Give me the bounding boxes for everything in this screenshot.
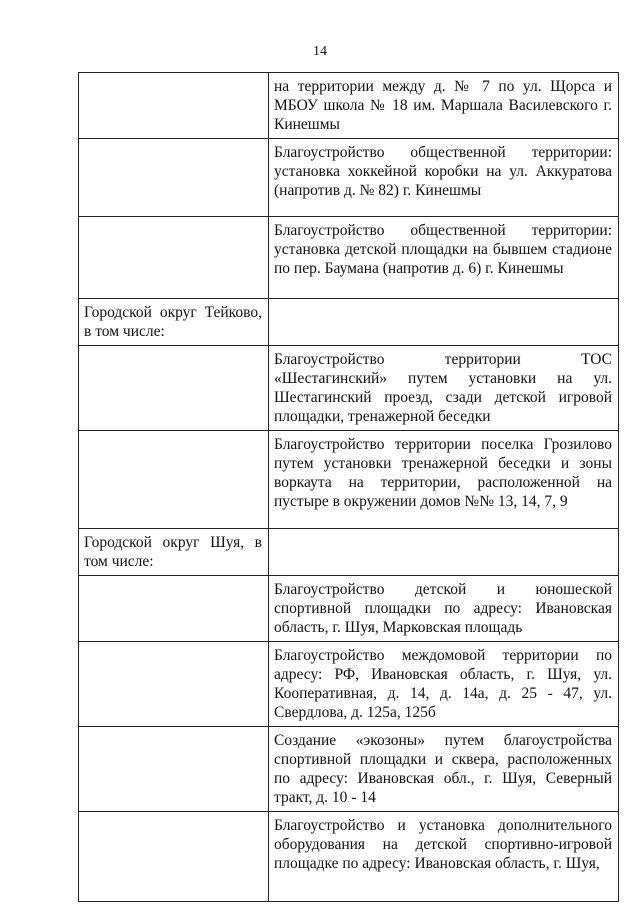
project-cell: на территории между д. № 7 по ул. Щорса и МБОУ школа № 18 им. Маршала Василевского г. Кинешмы xyxy=(269,73,619,139)
project-cell xyxy=(269,529,619,576)
project-cell: Благоустройство территории ТОС «Шестагинский» путем установки на ул. Шестагинский проезд, сзади детской игровой площадки, тренажерной беседки xyxy=(269,346,619,431)
project-cell: Благоустройство общественной территории: установка хоккейной коробки на ул. Аккуратова (напротив д. № 82) г. Кинешмы xyxy=(269,139,619,217)
table-row xyxy=(79,576,619,642)
table-row xyxy=(79,139,619,217)
project-cell: Благоустройство междомовой территории по адресу: РФ, Ивановская область, г. Шуя, ул. Кооперативная, д. 14, д. 14а, д. 25 - 47, ул. Свердлова, д. 125а, 125б xyxy=(269,642,619,727)
table-row xyxy=(79,73,619,139)
table-row xyxy=(79,727,619,812)
table-row xyxy=(79,299,619,346)
table-row xyxy=(79,642,619,727)
project-cell: Благоустройство общественной территории: установка детской площадки на бывшем стадионе по пер. Баумана (напротив д. 6) г. Кинешмы xyxy=(269,217,619,299)
district-cell: Городской округ Шуя, в том числе: xyxy=(79,529,269,576)
district-cell xyxy=(79,642,269,727)
district-cell xyxy=(79,346,269,431)
page-number: 14 xyxy=(313,44,327,59)
project-cell: Благоустройство территории поселка Грозилово путем установки тренажерной беседки и зоны воркаута на территории, расположенной на пустыре в окружении домов №№ 13, 14, 7, 9 xyxy=(269,431,619,529)
district-cell xyxy=(79,576,269,642)
project-cell: Благоустройство и установка дополнительного оборудования на детской спортивно-игровой площадке по адресу: Ивановская область, г. Шуя, xyxy=(269,812,619,902)
district-cell xyxy=(79,73,269,139)
district-cell xyxy=(79,217,269,299)
table-row xyxy=(79,431,619,529)
project-cell: Благоустройство детской и юношеской спортивной площадки по адресу: Ивановская область, г. Шуя, Марковская площадь xyxy=(269,576,619,642)
district-cell xyxy=(79,812,269,902)
projects-table xyxy=(78,72,619,902)
district-cell xyxy=(79,139,269,217)
table-row xyxy=(79,346,619,431)
district-cell xyxy=(79,431,269,529)
project-cell xyxy=(269,299,619,346)
table-row xyxy=(79,529,619,576)
district-cell xyxy=(79,727,269,812)
table-row xyxy=(79,217,619,299)
project-cell: Создание «экозоны» путем благоустройства спортивной площадки и сквера, расположенных по адресу: Ивановская обл., г. Шуя, Северный тракт, д. 10 - 14 xyxy=(269,727,619,812)
table-row xyxy=(79,812,619,902)
district-cell: Городской округ Тейково, в том числе: xyxy=(79,299,269,346)
